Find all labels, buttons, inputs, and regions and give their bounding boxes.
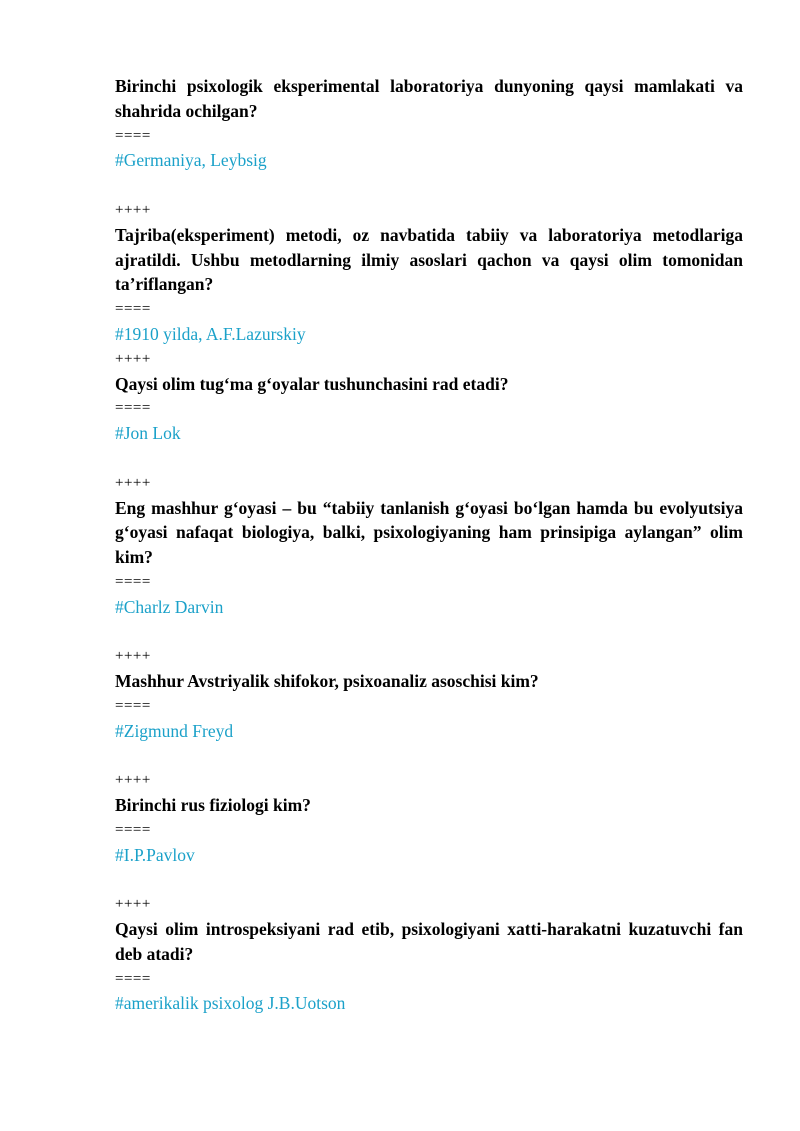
qa-block xyxy=(115,892,743,1016)
question-text: Tajriba(eksperiment) metodi, oz navbatida tabiiy va laboratoriya metodlariga ajratildi. Ushbu metodlarning ilmiy asoslari qachon va qaysi olim tomonidan ta’riflangan? xyxy=(115,224,743,295)
qa-block xyxy=(115,768,743,867)
qa-block xyxy=(115,74,743,173)
answer-separator: ==== xyxy=(115,573,151,590)
question-separator: ++++ xyxy=(115,201,151,218)
question-text: Qaysi olim tug‘ma g‘oyalar tushunchasini rad etadi? xyxy=(115,373,509,394)
question-text: Eng mashhur g‘oyasi – bu “tabiiy tanlanish g‘oyasi bo‘lgan hamda bu evolyutsiya g‘oyasi nafaqat biologiya, balki, psixologiyaning ham prinsipiga aylangan” olim kim? xyxy=(115,497,743,568)
qa-block xyxy=(115,471,743,620)
qa-block xyxy=(115,347,743,446)
question-text: Birinchi psixologik eksperimental laboratoriya dunyoning qaysi mamlakati va shahrida ochilgan? xyxy=(115,76,743,121)
answer-text: #I.P.Pavlov xyxy=(115,844,195,865)
qa-block xyxy=(115,644,743,743)
question-separator: ++++ xyxy=(115,350,151,367)
answer-text: #Zigmund Freyd xyxy=(115,720,234,741)
answer-text: #Germaniya, Leybsig xyxy=(115,150,267,171)
question-separator: ++++ xyxy=(115,896,151,913)
answer-text: #Jon Lok xyxy=(115,423,181,444)
document-page xyxy=(115,74,743,1016)
qa-block xyxy=(115,198,743,347)
question-separator: ++++ xyxy=(115,648,151,665)
question-text: Qaysi olim introspeksiyani rad etib, psixologiyani xatti-harakatni kuzatuvchi fan deb atadi? xyxy=(115,919,743,964)
answer-separator: ==== xyxy=(115,400,151,417)
answer-separator: ==== xyxy=(115,821,151,838)
answer-text: #Charlz Darvin xyxy=(115,596,224,617)
answer-separator: ==== xyxy=(115,970,151,987)
answer-text: #amerikalik psixolog J.B.Uotson xyxy=(115,993,346,1014)
answer-separator: ==== xyxy=(115,697,151,714)
answer-separator: ==== xyxy=(115,301,151,318)
question-text: Birinchi rus fiziologi kim? xyxy=(115,795,311,816)
answer-text: #1910 yilda, A.F.Lazurskiy xyxy=(115,323,306,344)
question-separator: ++++ xyxy=(115,772,151,789)
question-separator: ++++ xyxy=(115,474,151,491)
question-text: Mashhur Avstriyalik shifokor, psixoanaliz asoschisi kim? xyxy=(115,671,539,692)
answer-separator: ==== xyxy=(115,127,151,144)
